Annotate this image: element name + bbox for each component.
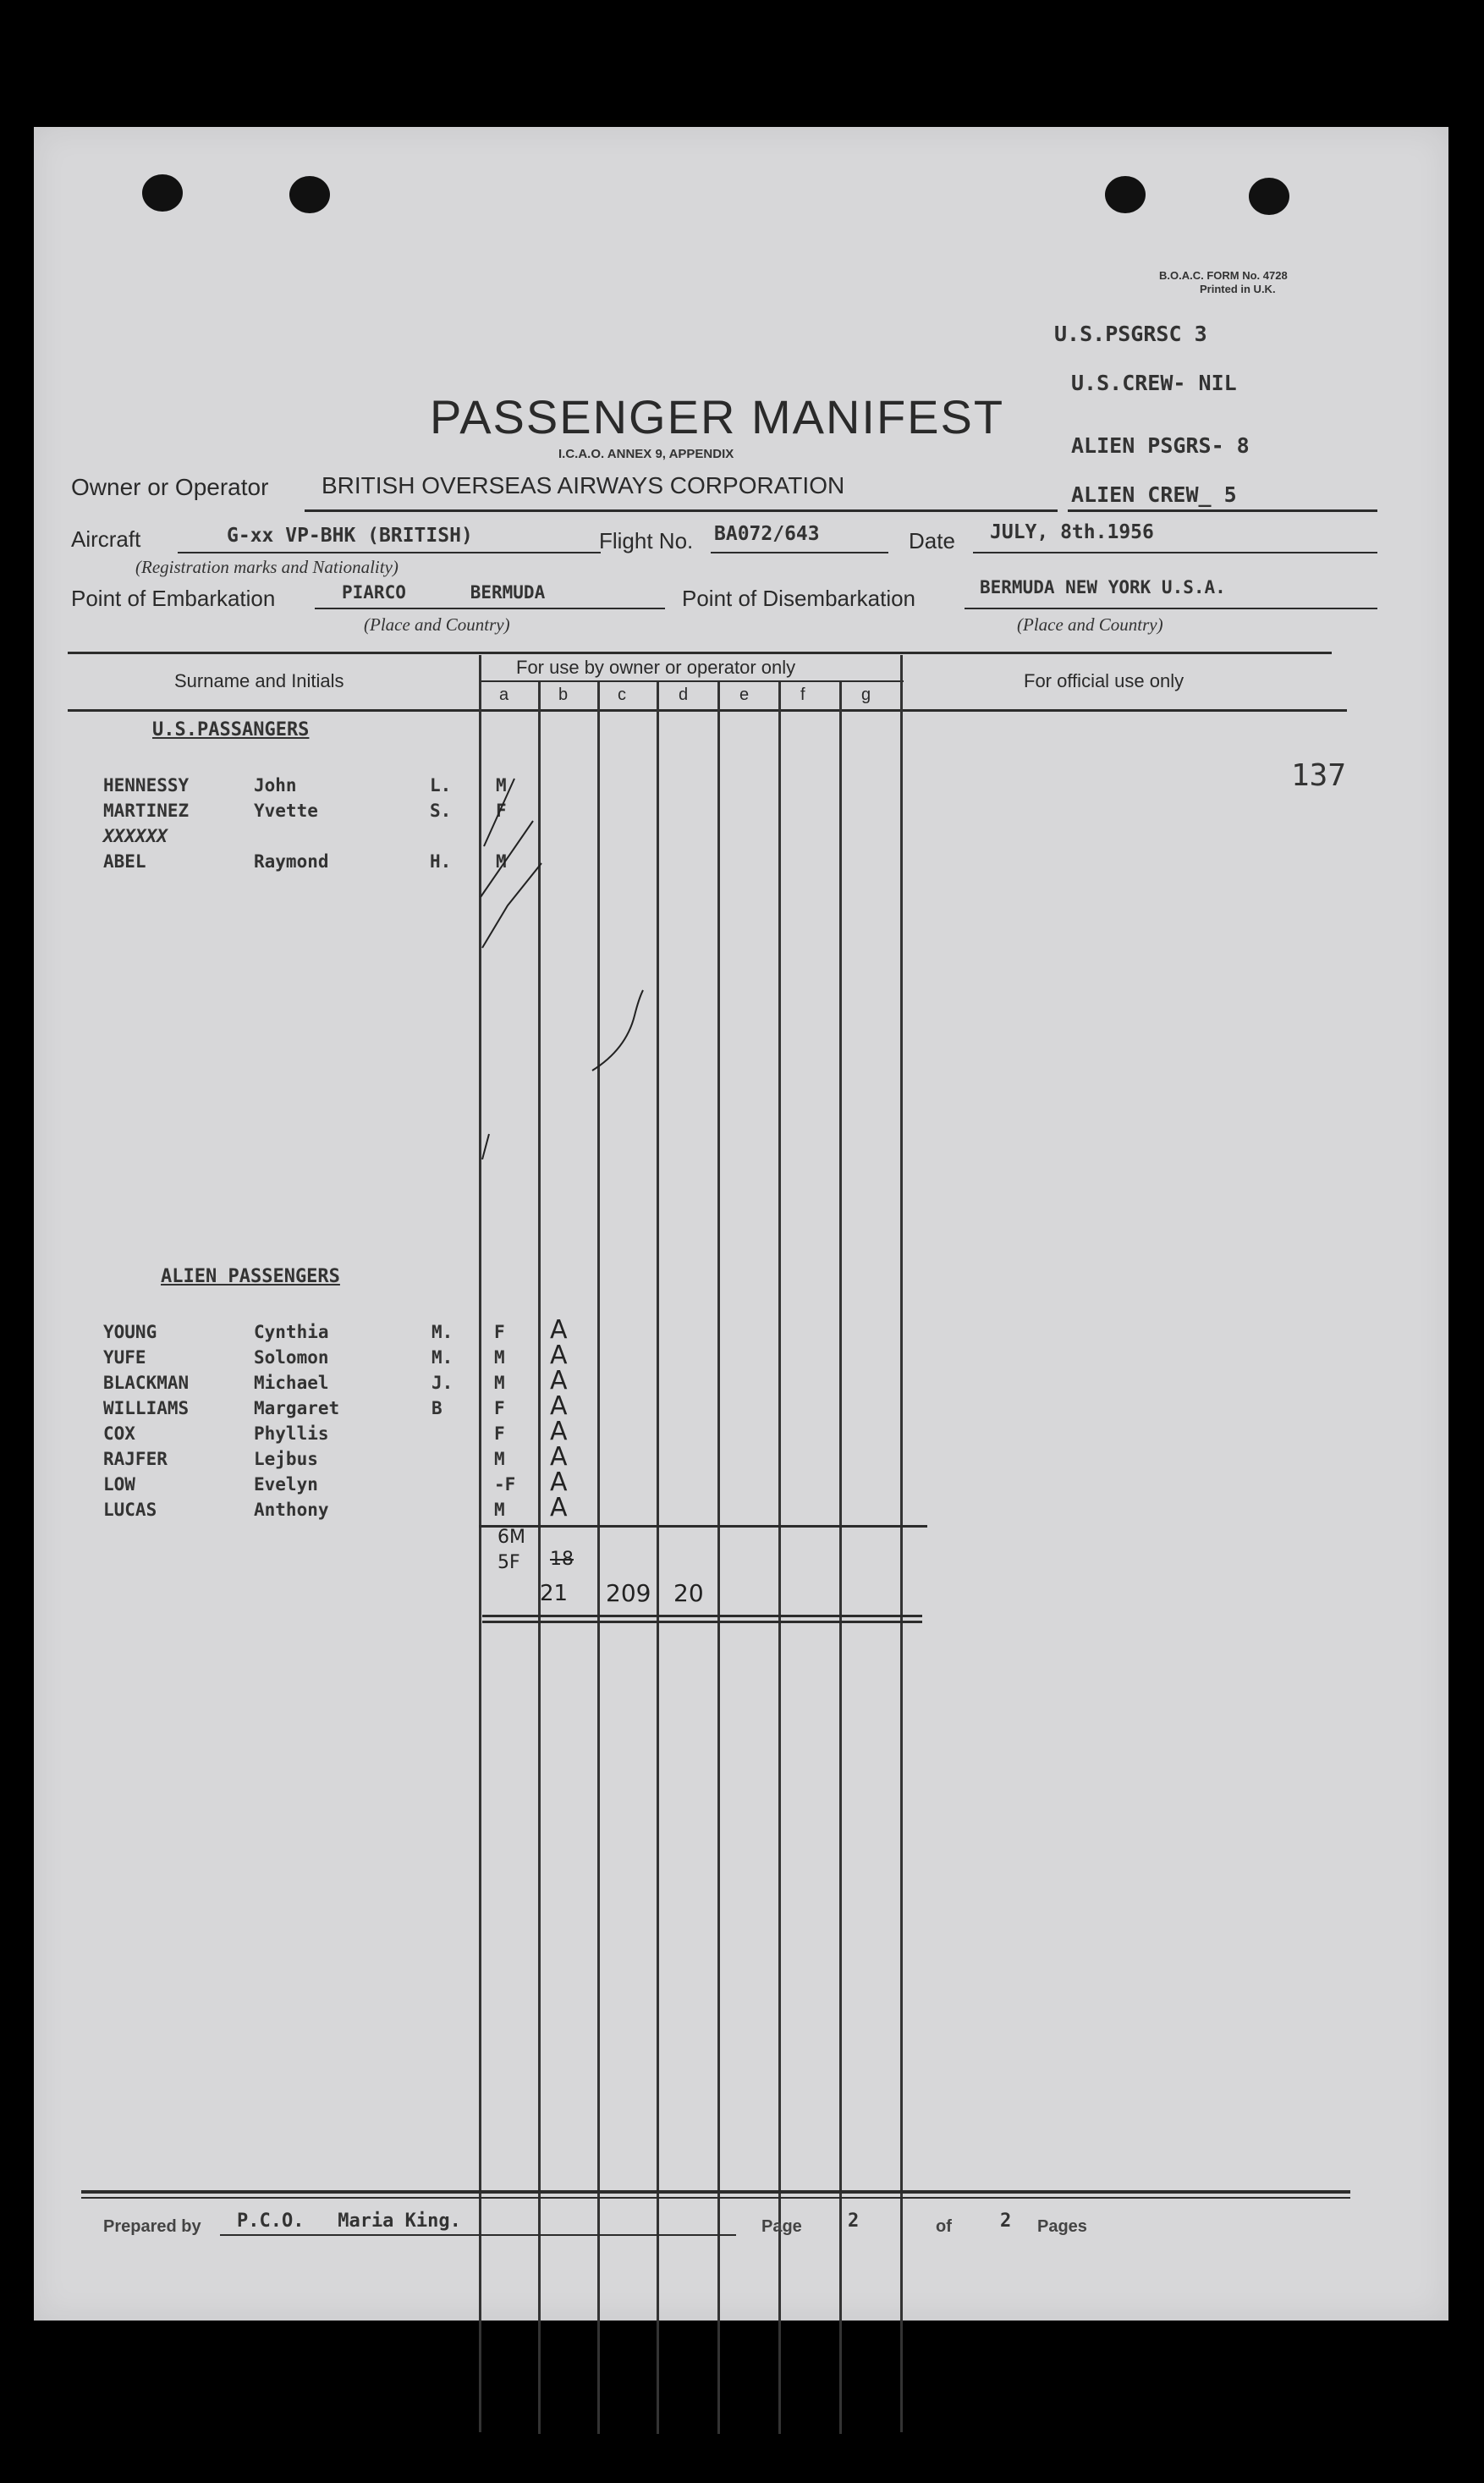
flight-label: Flight No.: [599, 528, 694, 553]
column-divider: [900, 655, 903, 2432]
disembarkation-label: Point of Disembarkation: [682, 586, 916, 611]
alien-passenger-sex: M: [494, 1449, 505, 1469]
footer-rule: [81, 2197, 1350, 2199]
total-b-mark: 18: [550, 1549, 574, 1570]
alien-passenger-sex: F: [494, 1322, 505, 1342]
alien-passenger-surname: LUCAS: [103, 1500, 157, 1520]
page-label: Page: [761, 2217, 802, 2236]
embarkation-label: Point of Embarkation: [71, 586, 276, 611]
prepared-by-value: P.C.O. Maria King.: [237, 2210, 461, 2232]
us-passenger-initial: L.: [430, 775, 452, 796]
official-column-heading: For official use only: [1024, 670, 1184, 691]
column-letter-a: a: [499, 685, 509, 704]
alien-passenger-mark: A: [550, 1341, 568, 1370]
totals-double-rule: [482, 1615, 922, 1617]
table-top-rule: [68, 652, 1332, 654]
pages-label: Pages: [1037, 2217, 1087, 2236]
registration-note: (Registration marks and Nationality): [135, 557, 398, 577]
column-divider: [717, 682, 720, 2434]
form-reference: B.O.A.C. FORM No. 4728: [1159, 269, 1288, 282]
us-passenger-given: Yvette: [254, 801, 318, 821]
us-passenger-sex: F: [496, 801, 507, 821]
date-underline: [973, 552, 1377, 553]
aircraft-value: G-xx VP-BHK (BRITISH): [227, 525, 473, 547]
alien-passenger-surname: BLACKMAN: [103, 1373, 190, 1393]
column-letter-b: b: [558, 685, 569, 704]
us-passenger-surname: XXXXXX: [103, 826, 168, 846]
alien-passenger-given: Cynthia: [254, 1322, 329, 1342]
column-letter-d: d: [679, 685, 689, 704]
check-marks: [440, 677, 711, 1202]
aircraft-underline: [178, 552, 601, 553]
page-subtitle: I.C.A.O. ANNEX 9, APPENDIX: [558, 447, 734, 461]
of-value: 2: [1000, 2210, 1012, 2232]
flight-value: BA072/643: [714, 523, 820, 545]
alien-passenger-given: Anthony: [254, 1500, 329, 1520]
column-letter-f: f: [800, 685, 805, 704]
alien-passenger-sex: M: [494, 1347, 505, 1368]
alien-passenger-given: Solomon: [254, 1347, 329, 1368]
printed-note: Printed in U.K.: [1200, 283, 1276, 295]
column-letter-e: e: [739, 685, 750, 704]
us-passenger-surname: HENNESSY: [103, 775, 190, 796]
total-females: 5F: [497, 1552, 520, 1573]
alien-passenger-initial: M.: [431, 1322, 453, 1342]
us-passenger-initial: S.: [430, 801, 452, 821]
alien-passenger-initial: B: [431, 1398, 442, 1418]
owner-underline: [305, 509, 1058, 512]
alien-passenger-given: Margaret: [254, 1398, 340, 1418]
us-passenger-surname: ABEL: [103, 851, 146, 872]
us-passenger-given: John: [254, 775, 297, 796]
page-title: PASSENGER MANIFEST: [430, 390, 1005, 443]
us-crew-count: U.S.CREW- NIL: [1071, 371, 1237, 395]
alien-passenger-surname: LOW: [103, 1474, 135, 1495]
alien-crew-count: ALIEN CREW_ 5: [1071, 482, 1237, 507]
column-letter-g: g: [861, 685, 871, 704]
embarkation-underline: [315, 608, 665, 609]
page-number-stamp: 137: [1291, 758, 1347, 793]
of-label: of: [936, 2217, 952, 2236]
column-divider: [839, 682, 842, 2434]
prepared-by-label: Prepared by: [103, 2217, 201, 2236]
alien-passenger-mark: A: [550, 1315, 568, 1345]
footer-rule: [81, 2190, 1350, 2194]
total-col-d: 20: [673, 1579, 704, 1607]
alien-passenger-initial: M.: [431, 1347, 453, 1368]
totals-double-rule: [482, 1621, 922, 1623]
alien-passenger-given: Lejbus: [254, 1449, 318, 1469]
alien-psgrs-count: ALIEN PSGRS- 8: [1071, 433, 1250, 458]
alien-passenger-mark: A: [550, 1467, 568, 1497]
punch-hole-icon: [1105, 176, 1146, 213]
alien-passenger-surname: YUFE: [103, 1347, 146, 1368]
alien-passenger-sex: F: [494, 1423, 505, 1444]
alien-passenger-mark: A: [550, 1442, 568, 1472]
alien-passenger-surname: YOUNG: [103, 1322, 157, 1342]
us-passenger-sex: M: [496, 851, 507, 872]
us-passenger-given: Raymond: [254, 851, 329, 872]
alien-passenger-given: Phyllis: [254, 1423, 329, 1444]
alien-passenger-sex: M: [494, 1373, 505, 1393]
owner-label: Owner or Operator: [71, 474, 269, 500]
column-divider: [778, 682, 781, 2434]
column-letter-c: c: [618, 685, 626, 704]
flight-underline: [711, 552, 888, 553]
alien-passenger-mark: A: [550, 1391, 568, 1421]
totals-rule: [479, 1525, 927, 1528]
alien-passenger-sex: -F: [494, 1474, 516, 1495]
total-col-c: 209: [606, 1579, 651, 1607]
disembarkation-underline: [965, 608, 1377, 609]
alien-passenger-surname: RAJFER: [103, 1449, 168, 1469]
alien-passenger-sex: F: [494, 1398, 505, 1418]
alien-passenger-given: Michael: [254, 1373, 329, 1393]
alien-passenger-sex: M: [494, 1500, 505, 1520]
disembarkation-value: BERMUDA NEW YORK U.S.A.: [980, 577, 1226, 597]
us-psgrs-count: U.S.PSGRSC 3: [1054, 322, 1207, 346]
alien-passenger-mark: A: [550, 1417, 568, 1446]
operator-columns-heading: For use by owner or operator only: [516, 657, 796, 678]
counts-underline: [1068, 509, 1377, 512]
punch-hole-icon: [1249, 178, 1289, 215]
alien-passenger-surname: WILLIAMS: [103, 1398, 190, 1418]
aircraft-label: Aircraft: [71, 526, 141, 552]
us-passenger-sex: M: [496, 775, 507, 796]
page-value: 2: [848, 2210, 860, 2232]
total-males: 6M: [497, 1527, 525, 1548]
punch-hole-icon: [142, 174, 183, 212]
us-passenger-initial: H.: [430, 851, 452, 872]
alien-passenger-surname: COX: [103, 1423, 135, 1444]
manifest-sheet: [34, 127, 1448, 2321]
alien-passenger-mark: A: [550, 1366, 568, 1396]
us-passenger-surname: MARTINEZ: [103, 801, 190, 821]
surname-column-heading: Surname and Initials: [174, 670, 344, 691]
us-passengers-heading: U.S.PASSANGERS: [152, 719, 310, 740]
date-value: JULY, 8th.1956: [990, 521, 1154, 543]
disembarkation-note: (Place and Country): [1017, 614, 1163, 635]
alien-passengers-heading: ALIEN PASSENGERS: [161, 1266, 340, 1287]
total-col-b: 21: [540, 1581, 569, 1606]
embarkation-value: PIARCO BERMUDA: [342, 582, 546, 603]
owner-value: BRITISH OVERSEAS AIRWAYS CORPORATION: [322, 472, 845, 498]
alien-passenger-mark: A: [550, 1493, 568, 1522]
date-label: Date: [909, 528, 955, 553]
punch-hole-icon: [289, 176, 330, 213]
embarkation-note: (Place and Country): [364, 614, 510, 635]
prepared-underline: [220, 2234, 736, 2236]
alien-passenger-given: Evelyn: [254, 1474, 318, 1495]
alien-passenger-initial: J.: [431, 1373, 453, 1393]
